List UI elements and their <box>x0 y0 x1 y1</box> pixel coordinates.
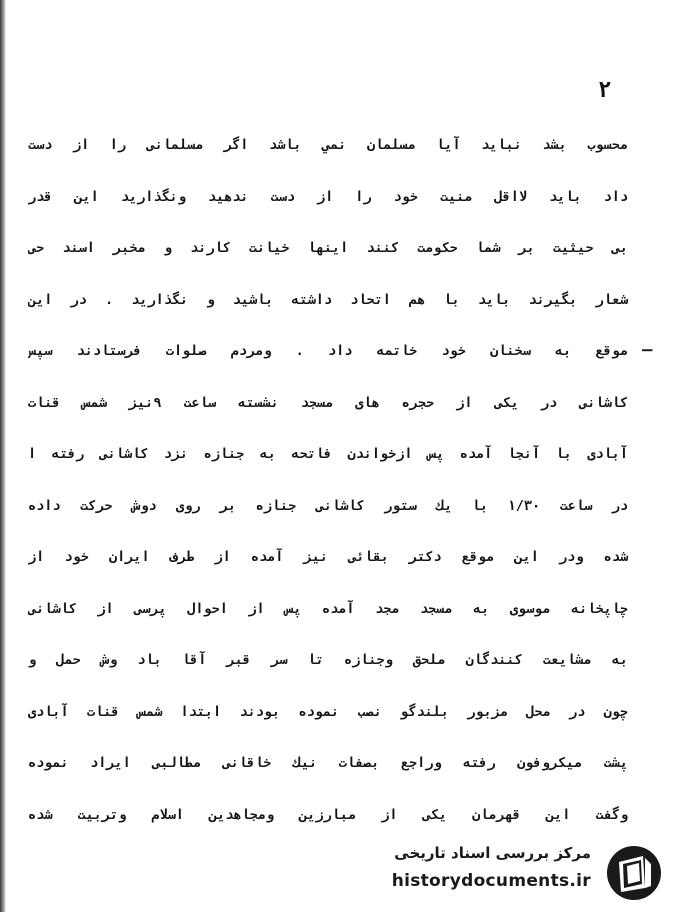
margin-mark: ا <box>638 346 654 355</box>
archive-watermark <box>363 842 663 904</box>
text-line: داد بايد لااقل منيت خود را از دست ندهيد ونگذاريد اين قدر <box>28 188 628 205</box>
text-line: در ساعت ۱/۳۰ با يك ستور كاشانى جنازه بر روى دوش حركت داده <box>28 497 628 514</box>
archive-logo-icon <box>605 844 663 902</box>
text-line: چون در محل مزبور بلندگو نصب نموده بودند ابتدا شمس قنات آبادى <box>28 703 628 720</box>
text-line: كاشانى در يكى از حجره هاى مسجد نشسته ساعت ۹نيز شمس قنات <box>28 394 628 411</box>
watermark-name: مرکز بررسی اسناد تاریخی <box>394 844 591 862</box>
text-line: چاپخانه موسوى به مسجد مجد آمده پس از احوال پرسى از كاشانى <box>28 600 628 617</box>
text-line: موقع به سخنان خود خاتمه داد . ومردم صلوات فرستادند سپس <box>28 343 628 359</box>
page-edge-shadow <box>0 0 6 912</box>
text-line: شعار بگيرند بايد با هم اتحاد داشته باشيد و نگذاريد . در اين <box>28 291 628 308</box>
typed-body-text <box>28 130 628 851</box>
watermark-url: historydocuments.ir <box>391 871 591 891</box>
text-line: محسوب بشد نبايد آيا مسلمان نمي باشد اگر مسلمانى را از دست <box>28 137 628 153</box>
text-line: پشت ميكروفون رفته وراجع بصفات نيك خاقانى مطالبى ايراد نموده <box>28 755 628 771</box>
text-line: وگفت اين قهرمان يكى از مبارزين ومجاهدين اسلام وتربيت شده <box>28 806 628 823</box>
page-number: ۲ <box>598 78 612 103</box>
text-line: شده ودر اين موقع دكتر بقائى نيز آمده از طرف ايران خود از <box>28 549 628 565</box>
text-line: آبادى با آنجا آمده پس ازخواندن فاتحه به جنازه نزد كاشانى رفته ا <box>28 446 628 462</box>
text-line: به مشايعت كنندگان ملحق وجنازه تا سر قبر آقا باد وش حمل و <box>28 652 628 668</box>
text-line: بى حيثيت بر شما حكومت كنند اينها خيانت كارند و مخبر اسند حى <box>28 240 628 256</box>
